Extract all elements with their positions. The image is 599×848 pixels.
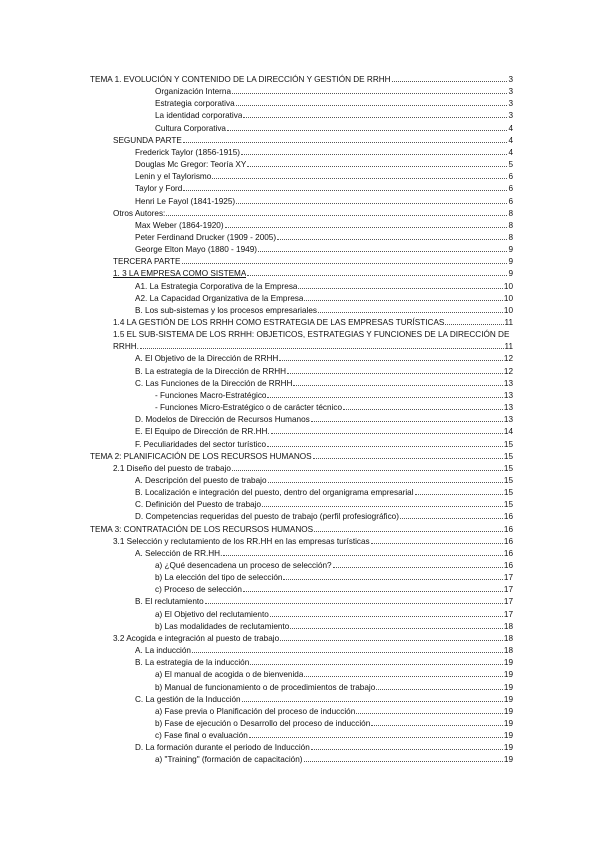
- toc-entry-title: A. Descripción del puesto de trabajo: [135, 475, 267, 485]
- toc-entry[interactable]: [155, 682, 513, 694]
- toc-entry-title: Douglas Mc Gregor: Teoría XY: [135, 160, 247, 170]
- toc-dot-leader: [392, 81, 508, 82]
- toc-dot-leader: [376, 689, 503, 690]
- toc-entry[interactable]: [135, 426, 513, 438]
- toc-entry[interactable]: [155, 123, 513, 135]
- toc-entry[interactable]: [155, 754, 513, 766]
- toc-page-number: 9: [508, 269, 513, 279]
- toc-entry-title: 1.4 LA GESTIÓN DE LOS RRHH COMO ESTRATEGIA DE LAS EMPRESAS TURÍSTICAS: [113, 318, 445, 327]
- toc-dot-leader: [236, 105, 508, 106]
- toc-entry-title: A. Selección de RR.HH.: [135, 548, 223, 558]
- toc-entry-title: Estrategia corporativa: [155, 99, 235, 109]
- toc-entry[interactable]: [135, 596, 513, 608]
- toc-page-number: 10: [503, 305, 513, 315]
- toc-page-number: 8: [508, 220, 513, 230]
- toc-dot-leader: [271, 433, 503, 434]
- toc-entry[interactable]: [113, 268, 513, 280]
- toc-page-number: 15: [503, 439, 513, 449]
- toc-page-number: 19: [503, 718, 513, 728]
- toc-entry-title: B. Los sub-sistemas y los procesos empresariales: [135, 305, 318, 315]
- toc-dot-leader: [247, 166, 507, 167]
- toc-entry[interactable]: [113, 341, 513, 353]
- toc-entry[interactable]: [155, 730, 513, 742]
- toc-entry[interactable]: [113, 329, 513, 341]
- toc-dot-leader: [243, 591, 503, 592]
- toc-entry[interactable]: [135, 147, 513, 159]
- toc-entry[interactable]: [155, 584, 513, 596]
- toc-dot-leader: [400, 518, 503, 519]
- toc-entry-title: - Funciones Macro-Estratégico: [155, 390, 267, 400]
- toc-page-number: 4: [508, 123, 513, 133]
- toc-entry[interactable]: [155, 706, 513, 718]
- toc-page-number: 11: [504, 342, 513, 352]
- toc-dot-leader: [182, 263, 508, 264]
- toc-entry-title: TEMA 2: PLANIFICACIÓN DE LOS RECURSOS HUMANOS: [90, 451, 312, 461]
- toc-entry-title: a) El Objetivo del reclutamiento: [155, 609, 269, 619]
- toc-entry-title: SEGUNDA PARTE: [113, 135, 182, 145]
- toc-entry[interactable]: [135, 183, 513, 195]
- toc-entry[interactable]: [113, 256, 513, 268]
- toc-entry-title: George Elton Mayo (1880 - 1949): [135, 245, 257, 255]
- toc-entry[interactable]: [135, 159, 513, 171]
- toc-dot-leader: [267, 397, 502, 398]
- toc-entry[interactable]: [113, 633, 513, 645]
- toc-page-number: 6: [508, 196, 513, 206]
- toc-entry-title: b) Fase de ejecución o Desarrollo del proceso de inducción: [155, 718, 371, 728]
- toc-dot-leader: [232, 93, 507, 94]
- toc-entry[interactable]: [155, 98, 513, 110]
- toc-entry-title: Organización Interna: [155, 87, 232, 97]
- toc-entry[interactable]: [135, 281, 513, 293]
- toc-entry[interactable]: [135, 353, 513, 365]
- toc-page-number: 15: [503, 475, 513, 485]
- toc-dot-leader: [247, 275, 507, 276]
- toc-page-number: 3: [508, 99, 513, 109]
- toc-dot-leader: [242, 701, 503, 702]
- toc-dot-leader: [183, 190, 507, 191]
- toc-page-number: 15: [503, 488, 513, 498]
- toc-dot-leader: [293, 385, 502, 386]
- toc-dot-leader: [243, 117, 507, 118]
- toc-dot-leader: [192, 652, 503, 653]
- toc-page-number: 19: [503, 706, 513, 716]
- toc-page-number: 4: [508, 147, 513, 157]
- toc-dot-leader: [223, 555, 503, 556]
- toc-dot-leader: [236, 203, 507, 204]
- toc-entry[interactable]: [113, 135, 513, 147]
- toc-page-number: 16: [503, 561, 513, 570]
- toc-dot-leader: [371, 725, 503, 726]
- toc-page-number: 19: [503, 694, 513, 704]
- toc-entry-title: C. La gestión de la Inducción: [135, 694, 241, 704]
- toc-page-number: 17: [503, 597, 513, 607]
- toc-page-number: 12: [503, 354, 513, 364]
- toc-page-number: 6: [508, 184, 513, 194]
- toc-page-number: 3: [508, 75, 513, 84]
- toc-dot-leader: [183, 142, 508, 143]
- toc-entry-title: B. La estrategia de la inducción: [135, 658, 250, 668]
- toc-dot-leader: [356, 713, 503, 714]
- toc-entry[interactable]: [90, 524, 513, 536]
- toc-entry-title: Taylor y Ford: [135, 184, 183, 194]
- toc-entry-title: TEMA 3: CONTRATACIÓN DE LOS RECURSOS HUMANOS: [90, 524, 314, 534]
- toc-entry[interactable]: [135, 293, 513, 305]
- toc-entry[interactable]: [90, 74, 513, 86]
- toc-dot-leader: [205, 603, 503, 604]
- toc-dot-leader: [280, 640, 503, 641]
- toc-entry-title: b) La elección del tipo de selección: [155, 573, 283, 583]
- toc-entry[interactable]: [135, 244, 513, 256]
- toc-entry[interactable]: [135, 742, 513, 754]
- toc-entry-title: Cultura Corporativa: [155, 123, 226, 133]
- toc-page-number: 11: [504, 318, 513, 327]
- toc-page-number: 16: [503, 524, 513, 534]
- toc-dot-leader: [314, 531, 503, 532]
- toc-entry[interactable]: [135, 232, 513, 244]
- toc-page-number: 8: [508, 208, 513, 218]
- toc-page-number: 10: [503, 293, 513, 303]
- toc-entry[interactable]: [135, 439, 513, 451]
- toc-entry[interactable]: [155, 560, 513, 572]
- toc-entry-title: Lenin y el Taylorismo: [135, 172, 212, 182]
- toc-entry[interactable]: [155, 621, 513, 633]
- toc-dot-leader: [313, 458, 503, 459]
- toc-entry-title: b) Las modalidades de reclutamiento: [155, 621, 290, 631]
- toc-dot-leader: [318, 312, 503, 313]
- toc-page-number: 16: [503, 536, 513, 546]
- toc-entry-title: 3.1 Selección y reclutamiento de los RR.HH en las empresas turísticas: [113, 536, 370, 546]
- toc-entry[interactable]: [135, 657, 513, 669]
- toc-entry-title: Max Weber (1864-1920): [135, 220, 224, 230]
- toc-dot-leader: [371, 543, 503, 544]
- toc-entry-title: a) ¿Qué desencadena un proceso de selección?: [155, 561, 332, 570]
- toc-entry-title: a) "Training" (formación de capacitación): [155, 755, 303, 765]
- toc-dot-leader: [343, 409, 503, 410]
- toc-entry[interactable]: [135, 305, 513, 317]
- toc-entry-title: RRHH.: [113, 342, 139, 352]
- toc-page-number: 16: [503, 512, 513, 522]
- toc-page-number: 16: [503, 548, 513, 558]
- toc-page-number: 10: [503, 281, 513, 291]
- toc-dot-leader: [258, 251, 507, 252]
- toc-entry-title: b) Manual de funcionamiento o de procedimientos de trabajo: [155, 682, 376, 692]
- toc-entry-title: Frederick Taylor (1856-1915): [135, 147, 240, 157]
- toc-page-number: 15: [503, 463, 513, 473]
- toc-dot-leader: [298, 288, 502, 289]
- toc-page-number: 5: [508, 160, 513, 170]
- toc-dot-leader: [277, 239, 507, 240]
- toc-page-number: 18: [503, 633, 513, 643]
- toc-entry[interactable]: [135, 196, 513, 208]
- toc-entry-title: A. El Objetivo de la Dirección de RRHH: [135, 354, 279, 364]
- toc-entry[interactable]: [113, 536, 513, 548]
- toc-page-number: 3: [508, 111, 513, 121]
- toc-entry[interactable]: [155, 402, 513, 414]
- toc-dot-leader: [250, 664, 503, 665]
- toc-page-number: 19: [503, 682, 513, 692]
- toc-entry[interactable]: [135, 487, 513, 499]
- toc-dot-leader: [415, 494, 503, 495]
- toc-page-number: 17: [503, 573, 513, 583]
- toc-dot-leader: [279, 360, 503, 361]
- toc-dot-leader: [283, 579, 502, 580]
- toc-entry-title: TERCERA PARTE: [113, 257, 181, 267]
- toc-page-number: 8: [508, 232, 513, 242]
- toc-dot-leader: [212, 178, 507, 179]
- toc-page-number: 15: [503, 451, 513, 461]
- toc-entry[interactable]: [135, 220, 513, 232]
- toc-page-number: 13: [503, 378, 513, 388]
- toc-dot-leader: [311, 749, 503, 750]
- toc-entry-title: C. Las Funciones de la Dirección de RRHH: [135, 378, 293, 388]
- toc-page-number: 19: [503, 658, 513, 668]
- toc-page-number: 19: [503, 670, 513, 680]
- toc-entry[interactable]: [155, 86, 513, 98]
- toc-entry[interactable]: [135, 171, 513, 183]
- toc-page-number: 9: [508, 257, 513, 267]
- toc-entry[interactable]: [155, 390, 513, 402]
- toc-entry-title: La identidad corporativa: [155, 111, 243, 121]
- toc-entry[interactable]: [135, 475, 513, 487]
- toc-entry-title: B. La estrategia de la Dirección de RRHH: [135, 366, 287, 376]
- toc-entry-title: A. La inducción: [135, 646, 191, 656]
- toc-dot-leader: [267, 446, 503, 447]
- toc-entry-title: D. Competencias requeridas del puesto de trabajo (perfil profesiográfico): [135, 512, 399, 522]
- toc-dot-leader: [225, 227, 508, 228]
- toc-entry[interactable]: [135, 366, 513, 378]
- toc-dot-leader: [140, 348, 504, 349]
- toc-page-number: 17: [503, 585, 513, 595]
- toc-page-number: 13: [503, 403, 513, 413]
- toc-page-number: 19: [503, 743, 513, 753]
- toc-entry-title: 3.2 Acogida e integración al puesto de trabajo: [113, 633, 280, 643]
- toc-entry-title: 2.1 Diseño del puesto de trabajo: [113, 463, 231, 473]
- toc-dot-leader: [232, 470, 503, 471]
- toc-entry[interactable]: [155, 669, 513, 681]
- toc-entry[interactable]: [135, 499, 513, 511]
- toc-entry-title: 1. 3 LA EMPRESA COMO SISTEMA: [113, 269, 247, 279]
- toc-dot-leader: [287, 373, 503, 374]
- toc-entry-title: - Funciones Micro-Estratégico o de carácter técnico: [155, 403, 343, 413]
- toc-entry[interactable]: [135, 511, 513, 523]
- toc-dot-leader: [304, 676, 503, 677]
- toc-entry[interactable]: [155, 572, 513, 584]
- toc-dot-leader: [268, 482, 503, 483]
- toc-dot-leader: [166, 215, 507, 216]
- toc-page-number: 19: [503, 755, 513, 765]
- toc-page-number: 14: [503, 427, 513, 437]
- toc-dot-leader: [270, 616, 503, 617]
- toc-entry-title: D. La formación durante el periodo de Inducción: [135, 743, 310, 753]
- toc-page-number: 13: [503, 390, 513, 400]
- toc-entry-title: Henri Le Fayol (1841-1925): [135, 196, 236, 206]
- toc-entry-title: A1. La Estrategia Corporativa de la Empresa: [135, 281, 298, 291]
- toc-dot-leader: [290, 628, 503, 629]
- toc-page-number: 17: [503, 609, 513, 619]
- toc-entry[interactable]: [135, 414, 513, 426]
- toc-entry[interactable]: [135, 645, 513, 657]
- toc-entry-title: c) Fase final o evaluación: [155, 731, 248, 741]
- toc-dot-leader: [241, 154, 507, 155]
- toc-dot-leader: [333, 567, 503, 568]
- toc-dot-leader: [249, 737, 503, 738]
- toc-dot-leader: [262, 506, 503, 507]
- toc-dot-leader: [445, 324, 503, 325]
- toc-entry-title: TEMA 1. EVOLUCIÓN Y CONTENIDO DE LA DIRECCIÓN Y GESTIÓN DE RRHH: [90, 75, 391, 84]
- toc-entry-title: C. Definición del Puesto de trabajo: [135, 500, 262, 510]
- toc-entry[interactable]: [90, 451, 513, 463]
- toc-entry[interactable]: [135, 378, 513, 390]
- toc-entry-title: Otros Autores:: [113, 208, 166, 218]
- toc-entry-title: a) Fase previa o Planificación del proceso de inducción: [155, 706, 356, 716]
- toc-page-number: 18: [503, 621, 513, 631]
- toc-entry-title: F. Peculiaridades del sector turístico: [135, 439, 267, 449]
- toc-page-number: 4: [508, 135, 513, 145]
- toc-entry-title: Peter Ferdinand Drucker (1909 - 2005): [135, 232, 277, 242]
- toc-entry-title: E. El Equipo de Dirección de RR.HH.: [135, 427, 270, 437]
- toc-page-number: 13: [503, 415, 513, 425]
- toc-entry[interactable]: [135, 548, 513, 560]
- toc-entry-title: B. El reclutamiento: [135, 597, 204, 607]
- toc-entry[interactable]: [113, 208, 513, 220]
- toc-entry[interactable]: [113, 463, 513, 475]
- toc-page-number: 18: [503, 646, 513, 656]
- toc-entry[interactable]: [113, 317, 513, 329]
- toc-entry-title: D. Modelos de Dirección de Recursos Humanos: [135, 415, 310, 425]
- toc-entry[interactable]: [155, 609, 513, 621]
- toc-page-number: 19: [503, 731, 513, 741]
- toc-dot-leader: [304, 300, 502, 301]
- toc-dot-leader: [227, 130, 507, 131]
- toc-entry-title: 1.5 EL SUB-SISTEMA DE LOS RRHH: OBJETICOS, ESTRATEGIAS Y FUNCIONES DE LA DIRECCIÓN DE: [113, 330, 510, 340]
- toc-entry-title: A2. La Capacidad Organizativa de la Empresa: [135, 293, 304, 303]
- toc-entry-title: c) Proceso de selección: [155, 585, 242, 595]
- toc-page-number: 9: [508, 245, 513, 255]
- toc-dot-leader: [304, 761, 503, 762]
- toc-page-number: 15: [503, 500, 513, 510]
- toc-entry[interactable]: [155, 718, 513, 730]
- toc-page-number: 3: [508, 87, 513, 97]
- toc-entry-title: a) El manual de acogida o de bienvenida: [155, 670, 304, 680]
- toc-entry[interactable]: [135, 694, 513, 706]
- toc-page-number: 12: [503, 366, 513, 376]
- toc-page-number: 6: [508, 172, 513, 182]
- toc-entry[interactable]: [155, 110, 513, 122]
- toc-entry-title: B. Localización e integración del puesto, dentro del organigrama empresarial: [135, 488, 414, 498]
- toc-dot-leader: [311, 421, 503, 422]
